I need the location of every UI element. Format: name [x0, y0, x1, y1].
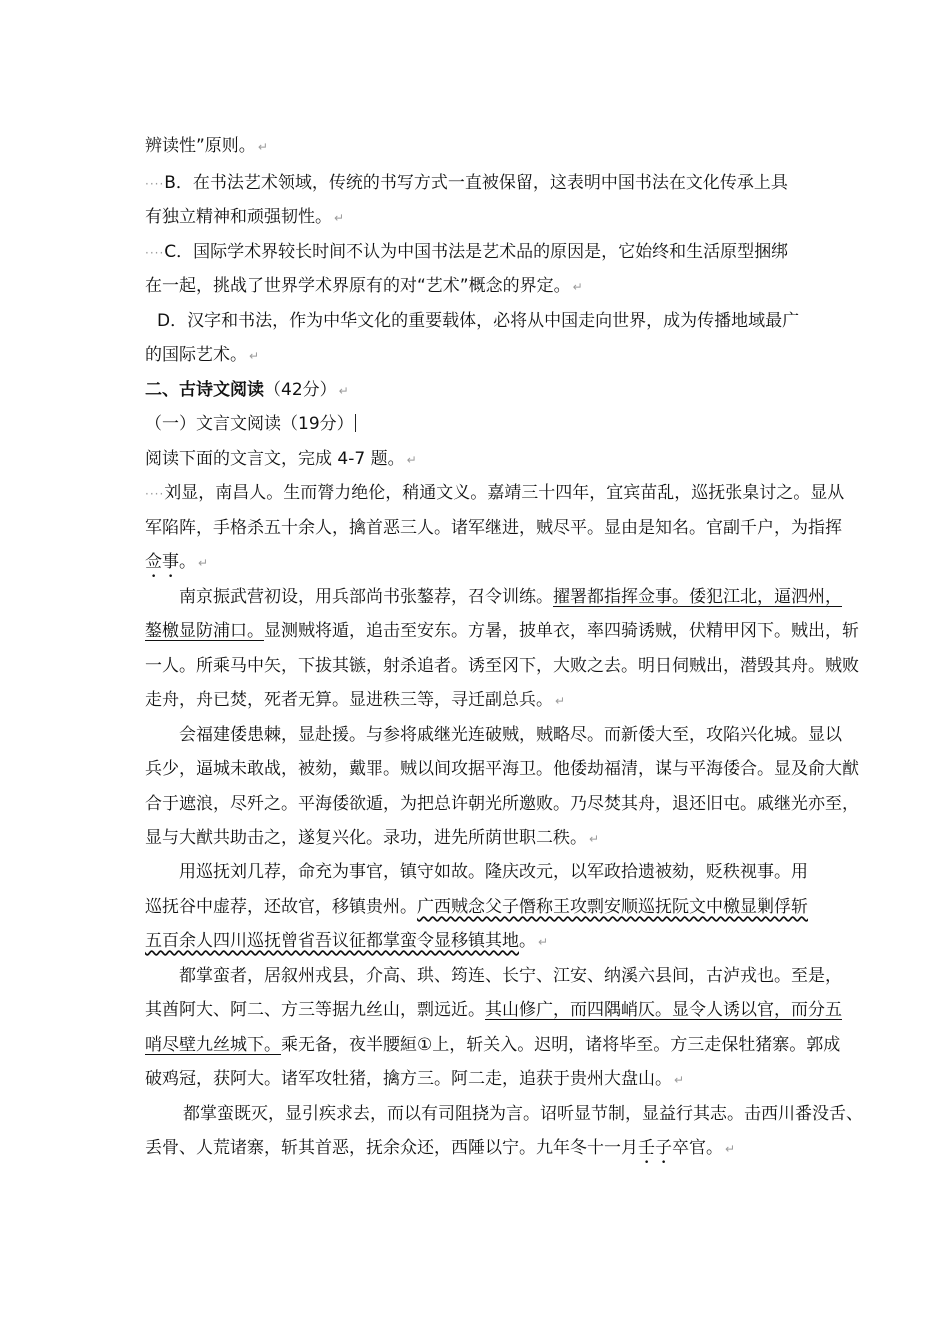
underlined-sentence: 其山修广，而四隅峭仄。显令人诱以官，而分五 — [485, 1000, 842, 1020]
underlined-sentence: 鏊檄显防浦口。 — [145, 621, 264, 641]
text-segment: 破鸡冠，获阿大。诸军攻牡猪，擒方三。阿二走，追获于贵州大盘山。 — [145, 1069, 672, 1089]
paragraph-mark: ↵ — [725, 1142, 736, 1156]
underlined-sentence: 擢署都指挥佥事。倭犯江北，逼泗州， — [553, 587, 842, 607]
paragraph-mark: ↵ — [589, 832, 600, 846]
passage-p5-line — [145, 997, 842, 1023]
text-segment: 会福建倭患棘，显赴援。与参将戚继光连破贼，贼略尽。而新倭大至，攻陷兴化城。显以 — [179, 725, 842, 745]
option-c-cont — [145, 273, 805, 300]
passage-p5-line — [145, 1066, 805, 1093]
option-b-cont — [145, 204, 805, 231]
paragraph-mark: ↵ — [555, 694, 566, 708]
text-segment: 显测贼将遁，追击至安东。方暑，披单衣，率四骑诱贼，伏精甲冈下。贼出，斩 — [264, 621, 859, 641]
text-segment: 合于遮浪，尽歼之。平海倭欲遁，为把总许朝光所邀败。乃尽焚其舟，退还旧屯。戚继光亦至， — [145, 794, 859, 814]
paragraph-mark: ↵ — [538, 935, 549, 949]
wavy-underlined-sentence: 广西贼念父子僭称王攻剽安顺巡抚阮文中檄显剿俘斩 — [417, 897, 808, 917]
paragraph-mark: ↵ — [674, 1073, 685, 1087]
indent-dots: ···· — [145, 177, 165, 191]
passage-p4-line — [145, 928, 805, 955]
passage-p5 — [179, 963, 842, 989]
text-segment: 走舟，舟已焚，死者无算。显进秩三等，寻迁副总兵。 — [145, 690, 553, 710]
paragraph-mark: ↵ — [198, 556, 209, 570]
text-segment: C．国际学术界较长时间不认为中国书法是艺术品的原因是，它始终和生活原型捆绑 — [164, 242, 789, 262]
text-segment: 用巡抚刘几荐，命充为事官，镇守如故。隆庆改元，以军政拾遗被劾，贬秩视事。用 — [179, 862, 808, 882]
paragraph-mark: ↵ — [249, 349, 260, 363]
text-segment: 丢骨、人荒诸寨，斩其首恶，抚余众还，西陲以宁。九年冬十一月 — [145, 1138, 638, 1158]
option-c — [145, 239, 805, 266]
passage-p4 — [179, 859, 839, 885]
paragraph-mark: ↵ — [406, 453, 417, 467]
paragraph-mark: ↵ — [572, 280, 583, 294]
text-segment: 。 — [519, 931, 536, 951]
text-segment: 二、古诗文阅读 — [145, 380, 264, 400]
passage-p1-line — [145, 515, 842, 541]
wavy-underlined-sentence: 五百余人四川巡抚曾省吾议征都掌蛮令显移镇其地 — [145, 931, 519, 951]
text-segment: 卒官。 — [672, 1138, 723, 1158]
text-cursor — [355, 414, 356, 432]
text-segment: 乘无备，夜半腰絙①上，斩关入。迟明，诸将毕至。方三走保牡猪寨。郭成 — [281, 1035, 841, 1055]
text-segment: 。 — [179, 552, 196, 572]
text-segment: D．汉字和书法，作为中华文化的重要载体，必将从中国走向世界，成为传播地域最广 — [157, 311, 800, 331]
text-segment: 一人。所乘马中矢，下拔其镞，射杀追者。诱至冈下，大败之去。明日伺贼出，潜毁其舟。贼败 — [145, 656, 859, 676]
text-segment: （42分） — [264, 380, 337, 400]
subsection-heading — [145, 411, 805, 437]
text-segment: 的国际艺术。 — [145, 345, 247, 365]
text-segment: 都掌蛮者，居叙州戎县，介高、珙、筠连、长宁、江安、纳溪六县间，古泸戎也。至是， — [179, 966, 842, 986]
passage-p2 — [179, 584, 842, 610]
text-segment: 刘显，南昌人。生而膂力绝伦，稍通文义。嘉靖三十四年，宜宾苗乱，巡抚张臬讨之。显从 — [164, 483, 845, 503]
text-segment: B．在书法艺术领域，传统的书写方式一直被保留，这表明中国书法在文化传承上具 — [164, 173, 788, 193]
passage-p3-line — [145, 791, 859, 817]
passage-p6-line — [145, 1135, 805, 1168]
option-d — [157, 308, 817, 334]
option-d-cont — [145, 342, 805, 369]
passage-p1-line — [145, 549, 805, 582]
paragraph-mark: ↵ — [334, 211, 345, 225]
passage-p3-line — [145, 825, 805, 852]
text-segment: 军陷阵，手格杀五十余人，擒首恶三人。诸军继进，贼尽平。显由是知名。官副千户，为指挥 — [145, 518, 842, 538]
passage-p2-line — [145, 653, 859, 679]
text-segment: 兵少，逼城未敢战，被劾，戴罪。贼以间攻据平海卫。他倭劫福清，谋与平海倭合。显及俞大猷 — [145, 759, 859, 779]
paragraph-line — [145, 133, 805, 160]
indent-dots: ···· — [145, 246, 165, 260]
text-segment: 显与大猷共助击之，遂复兴化。录功，进先所荫世职二秩。 — [145, 828, 587, 848]
emphasized-term: 壬子 — [638, 1138, 672, 1158]
text-segment: 在一起，挑战了世界学术界原有的对“艺术”概念的界定。 — [145, 276, 571, 296]
passage-p2-line — [145, 618, 859, 644]
text-segment: 南京振武营初设，用兵部尚书张鏊荐，召令训练。 — [179, 587, 553, 607]
text-segment: 巡抚谷中虚荐，还故官，移镇贵州。 — [145, 897, 417, 917]
paragraph-mark: ↵ — [338, 384, 349, 398]
emphasized-term: 佥事 — [145, 552, 179, 572]
passage-p6 — [183, 1101, 863, 1127]
indent-dots: ···· — [145, 487, 165, 501]
passage-p4-line — [145, 894, 808, 920]
text-segment: 辨读性”原则。 — [145, 136, 256, 156]
text-segment: 有独立精神和顽强韧性。 — [145, 207, 332, 227]
paragraph-mark: ↵ — [257, 140, 268, 154]
passage-p2-line — [145, 687, 805, 714]
option-b — [145, 170, 805, 197]
text-segment: 都掌蛮既灭，显引疾求去，而以有司阻挠为言。诏听显节制，显益行其志。击西川番没舌、 — [183, 1104, 863, 1124]
section-heading — [145, 377, 805, 404]
underlined-sentence: 哨尽壁九丝城下。 — [145, 1035, 281, 1055]
passage-p5-line — [145, 1032, 841, 1058]
passage-p1 — [145, 480, 845, 507]
text-segment: （一）文言文阅读（19分） — [145, 414, 354, 434]
passage-p3 — [179, 722, 842, 748]
passage-p3-line — [145, 756, 859, 782]
reading-instruction — [145, 446, 805, 473]
text-segment: 阅读下面的文言文，完成 4-7 题。 — [145, 449, 405, 469]
text-segment: 其酋阿大、阿二、方三等据九丝山，剽远近。 — [145, 1000, 485, 1020]
